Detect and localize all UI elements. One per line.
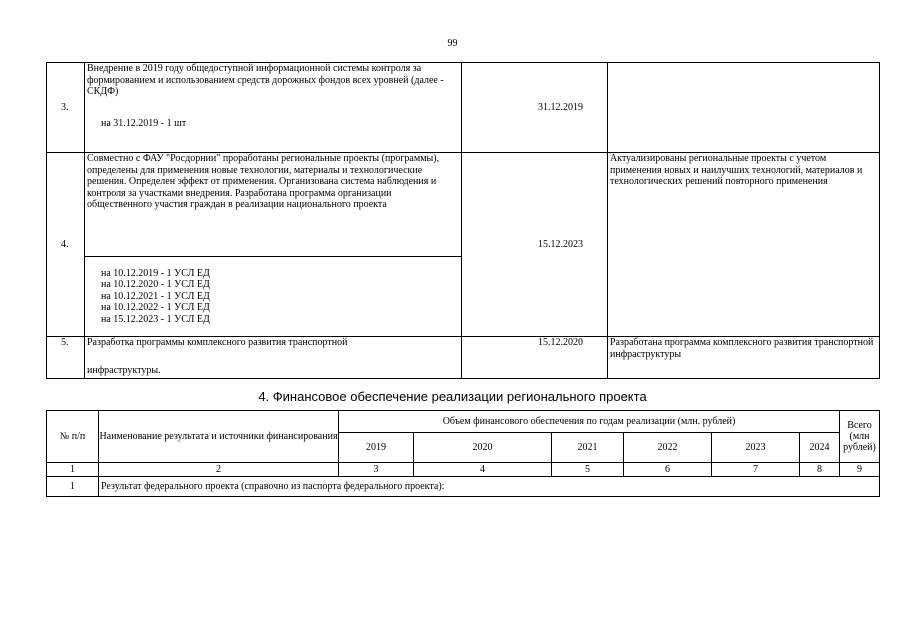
index-cell: 8 — [800, 463, 840, 477]
target-line: на 10.12.2022 - 1 УСЛ ЕД — [101, 302, 210, 314]
result-description — [85, 337, 462, 379]
header-name: Наименование результата и источники финансирования — [99, 411, 339, 463]
target-line: на 15.12.2023 - 1 УСЛ ЕД — [101, 313, 210, 325]
row-number: 1 — [47, 477, 99, 497]
result-characteristic — [608, 63, 880, 153]
year-2022: 2022 — [624, 433, 712, 463]
row-number: 4. — [47, 153, 85, 337]
target-line: на 10.12.2021 - 1 УСЛ ЕД — [101, 290, 210, 302]
year-2019: 2019 — [339, 433, 414, 463]
index-cell: 5 — [552, 463, 624, 477]
section-title: 4. Финансовое обеспечение реализации регионального проекта — [258, 389, 647, 404]
header-num: № п/п — [47, 411, 99, 463]
financing-table — [46, 410, 880, 497]
target-line: на 10.12.2020 - 1 УСЛ ЕД — [101, 279, 210, 291]
year-2021: 2021 — [552, 433, 624, 463]
result-characteristic: Разработана программа комплексного развития транспортной инфраструктуры — [608, 337, 880, 379]
table-row — [47, 477, 880, 497]
target-line: на 10.12.2019 - 1 УСЛ ЕД — [101, 267, 210, 279]
header-total: Всего (млн рублей) — [840, 411, 880, 463]
header-volume: Объем финансового обеспечения по годам реализации (млн. рублей) — [339, 411, 840, 433]
deadline-date: 15.12.2023 — [462, 153, 608, 337]
row-number: 3. — [47, 63, 85, 153]
year-2024: 2024 — [800, 433, 840, 463]
table-row — [47, 337, 880, 379]
index-row — [47, 463, 880, 477]
table-row — [47, 63, 880, 153]
header-row — [47, 411, 880, 433]
row-number: 5. — [47, 337, 85, 379]
result-characteristic: Актуализированы региональные проекты с учетом применения новых и наилучших технологий, материалов и технологических решений повторного применения — [608, 153, 880, 337]
result-description — [85, 63, 462, 153]
result-description: Совместно с ФАУ "Росдорнии" проработаны региональные проекты (программы), определены для применения новые технологии, материалы и технологические решения. Определен эффект от применения. Организована система наблюдения и контроля за участками внедрения. Разработана программа организации общественного участия граждан в реализации национального проекта — [85, 153, 462, 257]
index-cell: 9 — [840, 463, 880, 477]
target-list — [85, 257, 462, 337]
table-row — [47, 153, 880, 257]
deadline-date: 31.12.2019 — [462, 63, 608, 153]
result-text-line1: Разработка программы комплексного развития транспортной — [87, 337, 348, 348]
deadline-date: 15.12.2020 — [462, 337, 608, 379]
page-number: 99 — [447, 38, 458, 49]
result-text: Внедрение в 2019 году общедоступной информационной системы контроля за формированием и использованием средств дорожных фондов всех уровней (далее - СКДФ) — [87, 63, 444, 97]
index-cell: 3 — [339, 463, 414, 477]
index-cell: 4 — [414, 463, 552, 477]
year-2023: 2023 — [712, 433, 800, 463]
results-table — [46, 62, 880, 379]
federal-result-text: Результат федерального проекта (справочно из паспорта федерального проекта): — [99, 477, 880, 497]
index-cell: 1 — [47, 463, 99, 477]
result-text-line2: инфраструктуры. — [87, 364, 161, 376]
index-cell: 2 — [99, 463, 339, 477]
year-2020: 2020 — [414, 433, 552, 463]
target-line: на 31.12.2019 - 1 шт — [101, 117, 187, 129]
index-cell: 6 — [624, 463, 712, 477]
index-cell: 7 — [712, 463, 800, 477]
